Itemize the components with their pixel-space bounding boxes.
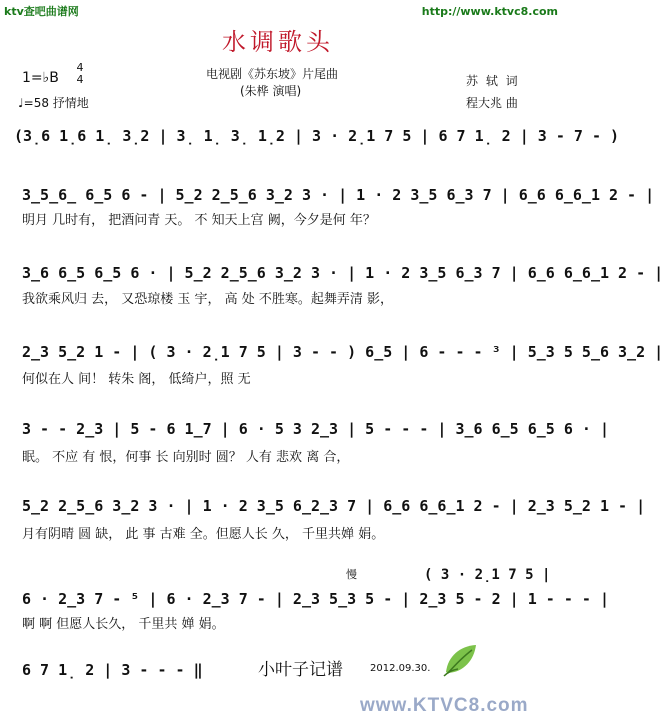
tempo-marking: ♩=58 抒情地 — [18, 96, 89, 110]
time-top: 4 — [76, 61, 84, 74]
slow-marking: 慢 — [346, 568, 357, 581]
score-row-7-lyrics: 啊 啊 但愿人长久， 千里共 婵 娟。 — [22, 617, 225, 632]
site-watermark-right: http://www.ktvc8.com — [421, 5, 558, 18]
key-signature: 1=♭B — [22, 70, 59, 86]
score-row-4-lyrics: 何似在人 间！ 转朱 阁， 低绮户，照 无 — [22, 372, 251, 387]
leaf-icon — [442, 642, 480, 678]
score-row-8-notes: 6 7 1̣ 2 | 3 - - - ‖ — [22, 661, 203, 679]
score-row-5-lyrics: 眠。 不应 有 恨，何事 长 向别时 圆？ 人有 悲欢 离 合， — [22, 450, 350, 465]
score-row-7-notes: 6 · 2̲3 7 - ⁵ | 6 · 2̲3 7 - | 2̲3 5̲3 5 - | 2̲3 5 - 2 | 1 - - - | — [22, 590, 609, 608]
score-row-3-lyrics: 我欲乘风归 去， 又恐琼楼 玉 宇， 高 处 不胜寒。起舞弄清 影， — [22, 292, 394, 307]
lyricist: 苏 轼 词 — [466, 74, 520, 88]
time-bottom: 4 — [76, 73, 84, 86]
composer: 程大兆 曲 — [466, 96, 518, 110]
score-row-2-notes: 3̲5̲6̲ 6̲5 6 - | 5̲2 2̲5̲6 3̲2 3 · | 1 · 2 3̲5 6̲3 7 | 6̲6 6̲6̲1 2 - | — [22, 186, 655, 204]
score-row-6-lyrics: 月有阴晴 圆 缺， 此 事 古难 全。但愿人长 久， 千里共婵 娟。 — [22, 527, 385, 542]
side-notes: ( 3 · 2̣1 7 5 | — [424, 567, 551, 583]
score-row-5-notes: 3 - - 2̲3 | 5 - 6 1̲7 | 6 · 5 3 2̲3 | 5 - - - | 3̲6 6̲5 6̲5 6 · | — [22, 420, 609, 438]
score-row-6-notes: 5̲2 2̲5̲6 3̲2 3 · | 1 · 2 3̲5 6̲2̲3 7 | 6̲6 6̲6̲1 2 - | 2̲3 5̲2 1 - | — [22, 497, 646, 515]
score-row-4-notes: 2̲3 5̲2 1 - | ( 3 · 2̣1 7 5 | 3 - - ) 6̲5 | 6 - - - ³ | 5̲3 5 5̲6 3̲2 | — [22, 343, 663, 361]
transcription-date: 2012.09.30. — [370, 663, 431, 674]
song-title: 水调歌头 — [222, 28, 334, 56]
score-row-3-notes: 3̲6 6̲5 6̲5 6 · | 5̲2 2̲5̲6 3̲2 3 · | 1 · 2 3̲5 6̲3 7 | 6̲6 6̲6̲1 2 - | — [22, 264, 663, 282]
bottom-watermark: www.KTVC8.com — [360, 695, 529, 716]
source-line-1: 电视剧《苏东坡》片尾曲 — [206, 67, 339, 81]
score-row-1-notes: (3̣6 1̣6 1̣ 3̣2 | 3̣ 1̣ 3̣ 1̣2 | 3 · 2̣1 7 5 | 6 7 1̣ 2 | 3 - 7 - ) — [14, 127, 620, 145]
score-row-2-lyrics: 明月 几时有， 把酒问青 天。 不 知天上宫 阙，今夕是何 年？ — [22, 213, 376, 228]
time-signature — [74, 62, 86, 86]
site-watermark-left: ktv查吧曲谱网 — [4, 5, 79, 18]
transcriber-signature: 小叶子记谱 — [258, 660, 343, 680]
source-line-2: (朱桦 演唱) — [240, 84, 302, 98]
